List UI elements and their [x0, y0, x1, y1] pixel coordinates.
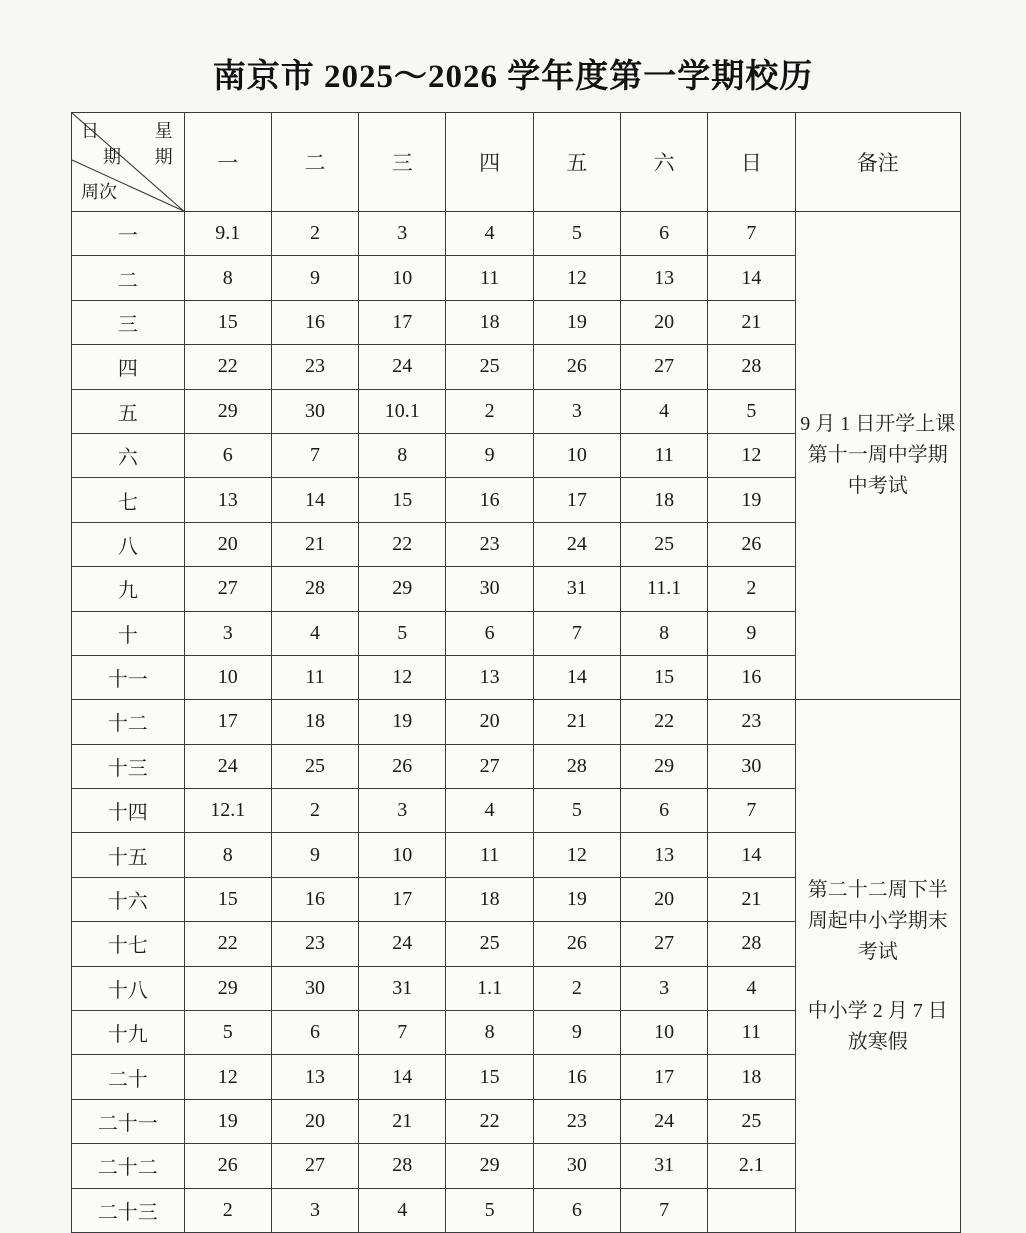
date-cell: 21	[533, 700, 620, 744]
date-cell: 3	[271, 1188, 358, 1232]
date-cell: 7	[620, 1188, 707, 1232]
date-cell: 13	[271, 1055, 358, 1099]
date-cell: 8	[359, 433, 446, 477]
date-cell: 21	[708, 300, 795, 344]
table-header	[72, 113, 961, 212]
date-cell: 28	[271, 567, 358, 611]
date-cell: 6	[271, 1011, 358, 1055]
date-cell: 26	[184, 1144, 271, 1188]
date-cell: 14	[708, 256, 795, 300]
date-cell: 8	[620, 611, 707, 655]
week-number-cell: 十	[72, 611, 185, 655]
week-number-cell: 十六	[72, 877, 185, 921]
date-cell: 10	[533, 433, 620, 477]
date-cell: 3	[533, 389, 620, 433]
weekday-header-monday: 一	[184, 113, 271, 212]
date-cell: 7	[708, 789, 795, 833]
date-cell: 29	[446, 1144, 533, 1188]
date-cell: 20	[620, 300, 707, 344]
week-number-cell: 三	[72, 300, 185, 344]
date-cell: 26	[708, 522, 795, 566]
date-cell: 12.1	[184, 789, 271, 833]
week-number-cell: 九	[72, 567, 185, 611]
page-title: 南京市 2025～2026 学年度第一学期校历	[212, 59, 814, 95]
date-cell: 20	[446, 700, 533, 744]
date-cell: 22	[620, 700, 707, 744]
date-cell: 22	[184, 345, 271, 389]
week-number-cell: 二十二	[72, 1144, 185, 1188]
date-cell: 31	[620, 1144, 707, 1188]
date-cell: 27	[446, 744, 533, 788]
weekday-header-tuesday: 二	[271, 113, 358, 212]
week-number-cell: 十七	[72, 922, 185, 966]
remark-line: 9 月 1 日开学上课	[800, 413, 956, 436]
date-cell: 6	[620, 212, 707, 256]
table-row	[72, 212, 961, 256]
date-cell: 20	[184, 522, 271, 566]
date-cell: 25	[271, 744, 358, 788]
date-cell: 8	[184, 833, 271, 877]
corner-date-char-2: 期	[103, 147, 121, 167]
date-cell: 9	[533, 1011, 620, 1055]
remark-line: 考试	[857, 940, 898, 963]
week-number-cell: 十八	[72, 966, 185, 1010]
date-cell: 1.1	[446, 966, 533, 1010]
date-cell: 15	[620, 655, 707, 699]
date-cell: 11	[271, 655, 358, 699]
date-cell: 20	[620, 877, 707, 921]
date-cell: 17	[184, 700, 271, 744]
date-cell: 9	[271, 833, 358, 877]
date-cell: 19	[533, 300, 620, 344]
weekday-header-thursday: 四	[446, 113, 533, 212]
weekday-header-saturday: 六	[620, 113, 707, 212]
date-cell	[708, 1188, 795, 1232]
date-cell: 13	[184, 478, 271, 522]
date-cell: 21	[271, 522, 358, 566]
remark-line: 放寒假	[847, 1030, 908, 1053]
date-cell: 26	[533, 922, 620, 966]
date-cell: 19	[359, 700, 446, 744]
date-cell: 17	[359, 877, 446, 921]
date-cell: 4	[359, 1188, 446, 1232]
table-body	[72, 212, 961, 1233]
date-cell: 12	[533, 833, 620, 877]
date-cell: 28	[359, 1144, 446, 1188]
date-cell: 13	[446, 655, 533, 699]
date-cell: 23	[271, 345, 358, 389]
date-cell: 17	[620, 1055, 707, 1099]
date-cell: 29	[359, 567, 446, 611]
date-cell: 24	[533, 522, 620, 566]
date-cell: 18	[446, 300, 533, 344]
date-cell: 29	[184, 966, 271, 1010]
date-cell: 5	[184, 1011, 271, 1055]
date-cell: 24	[184, 744, 271, 788]
date-cell: 2.1	[708, 1144, 795, 1188]
date-cell: 8	[446, 1011, 533, 1055]
date-cell: 30	[271, 389, 358, 433]
week-number-cell: 十二	[72, 700, 185, 744]
date-cell: 27	[620, 922, 707, 966]
date-cell: 25	[708, 1099, 795, 1143]
date-cell: 9	[271, 256, 358, 300]
remark-column-header: 备注	[795, 113, 961, 212]
date-cell: 28	[708, 345, 795, 389]
week-number-cell: 八	[72, 522, 185, 566]
date-cell: 9	[446, 433, 533, 477]
date-cell: 17	[533, 478, 620, 522]
date-cell: 16	[708, 655, 795, 699]
week-number-cell: 二十一	[72, 1099, 185, 1143]
date-cell: 6	[620, 789, 707, 833]
date-cell: 18	[708, 1055, 795, 1099]
date-cell: 30	[446, 567, 533, 611]
date-cell: 4	[620, 389, 707, 433]
week-number-cell: 二	[72, 256, 185, 300]
date-cell: 7	[359, 1011, 446, 1055]
date-cell: 4	[708, 966, 795, 1010]
weekday-header-friday: 五	[533, 113, 620, 212]
date-cell: 23	[271, 922, 358, 966]
date-cell: 10.1	[359, 389, 446, 433]
corner-week-number-label: 周次	[81, 182, 117, 202]
date-cell: 5	[533, 789, 620, 833]
table-row	[72, 700, 961, 744]
remark-line: 第十一周中学期	[807, 444, 948, 467]
remark-line: 第二十二周下半	[807, 878, 948, 901]
corner-date-char-1: 日	[81, 121, 99, 141]
date-cell: 24	[359, 922, 446, 966]
weekday-header-wednesday: 三	[359, 113, 446, 212]
date-cell: 14	[533, 655, 620, 699]
date-cell: 7	[533, 611, 620, 655]
date-cell: 2	[533, 966, 620, 1010]
date-cell: 15	[184, 877, 271, 921]
week-number-cell: 五	[72, 389, 185, 433]
date-cell: 11.1	[620, 567, 707, 611]
date-cell: 4	[446, 789, 533, 833]
date-cell: 10	[359, 256, 446, 300]
date-cell: 21	[708, 877, 795, 921]
week-number-cell: 十九	[72, 1011, 185, 1055]
date-cell: 31	[359, 966, 446, 1010]
date-cell: 19	[184, 1099, 271, 1143]
school-calendar-table	[71, 112, 961, 1233]
date-cell: 15	[359, 478, 446, 522]
date-cell: 2	[708, 567, 795, 611]
date-cell: 30	[708, 744, 795, 788]
date-cell: 25	[620, 522, 707, 566]
date-cell: 26	[533, 345, 620, 389]
date-cell: 15	[184, 300, 271, 344]
date-cell: 24	[620, 1099, 707, 1143]
date-cell: 28	[533, 744, 620, 788]
date-cell: 11	[446, 833, 533, 877]
date-cell: 25	[446, 922, 533, 966]
date-cell: 12	[533, 256, 620, 300]
date-cell: 27	[271, 1144, 358, 1188]
date-cell: 9.1	[184, 212, 271, 256]
date-cell: 22	[184, 922, 271, 966]
remark-cell	[795, 700, 961, 1233]
date-cell: 29	[184, 389, 271, 433]
date-cell: 19	[533, 877, 620, 921]
date-cell: 3	[184, 611, 271, 655]
date-cell: 15	[446, 1055, 533, 1099]
date-cell: 27	[620, 345, 707, 389]
date-cell: 3	[359, 212, 446, 256]
date-cell: 16	[533, 1055, 620, 1099]
date-cell: 6	[533, 1188, 620, 1232]
date-cell: 9	[708, 611, 795, 655]
date-cell: 24	[359, 345, 446, 389]
date-cell: 5	[446, 1188, 533, 1232]
date-cell: 10	[359, 833, 446, 877]
calendar-table-wrapper	[71, 112, 961, 1233]
date-cell: 7	[708, 212, 795, 256]
date-cell: 11	[620, 433, 707, 477]
date-cell: 4	[271, 611, 358, 655]
date-cell: 23	[533, 1099, 620, 1143]
date-cell: 4	[446, 212, 533, 256]
date-cell: 17	[359, 300, 446, 344]
date-cell: 2	[184, 1188, 271, 1232]
date-cell: 2	[446, 389, 533, 433]
date-cell: 20	[271, 1099, 358, 1143]
date-cell: 28	[708, 922, 795, 966]
week-number-cell: 二十	[72, 1055, 185, 1099]
date-cell: 2	[271, 789, 358, 833]
corner-weekday-char-1: 星	[154, 121, 173, 141]
week-number-cell: 四	[72, 345, 185, 389]
weekday-header-sunday: 日	[708, 113, 795, 212]
date-cell: 11	[446, 256, 533, 300]
date-cell: 6	[184, 433, 271, 477]
date-cell: 23	[708, 700, 795, 744]
date-cell: 11	[708, 1011, 795, 1055]
date-cell: 18	[620, 478, 707, 522]
date-cell: 8	[184, 256, 271, 300]
week-number-cell: 十三	[72, 744, 185, 788]
date-cell: 12	[708, 433, 795, 477]
remark-line: 中小学 2 月 7 日	[807, 999, 948, 1022]
date-cell: 14	[708, 833, 795, 877]
date-cell: 5	[533, 212, 620, 256]
date-cell: 3	[620, 966, 707, 1010]
week-number-cell: 十一	[72, 655, 185, 699]
header-row	[72, 113, 961, 212]
week-number-cell: 一	[72, 212, 185, 256]
date-cell: 14	[271, 478, 358, 522]
corner-weekday-char-2: 期	[154, 147, 173, 167]
date-cell: 12	[359, 655, 446, 699]
week-number-cell: 六	[72, 433, 185, 477]
date-cell: 26	[359, 744, 446, 788]
remark-line: 周起中小学期末	[807, 909, 948, 932]
week-number-cell: 二十三	[72, 1188, 185, 1232]
date-cell: 7	[271, 433, 358, 477]
date-cell: 25	[446, 345, 533, 389]
week-number-cell: 七	[72, 478, 185, 522]
date-cell: 31	[533, 567, 620, 611]
date-cell: 16	[271, 877, 358, 921]
date-cell: 5	[359, 611, 446, 655]
date-cell: 22	[359, 522, 446, 566]
date-cell: 10	[184, 655, 271, 699]
date-cell: 16	[271, 300, 358, 344]
date-cell: 30	[271, 966, 358, 1010]
corner-header-cell	[72, 113, 185, 212]
date-cell: 27	[184, 567, 271, 611]
date-cell: 3	[359, 789, 446, 833]
date-cell: 18	[271, 700, 358, 744]
date-cell: 6	[446, 611, 533, 655]
date-cell: 12	[184, 1055, 271, 1099]
date-cell: 23	[446, 522, 533, 566]
date-cell: 13	[620, 833, 707, 877]
date-cell: 18	[446, 877, 533, 921]
date-cell: 30	[533, 1144, 620, 1188]
week-number-cell: 十四	[72, 789, 185, 833]
remark-line: 中考试	[847, 475, 908, 498]
date-cell: 13	[620, 256, 707, 300]
remark-cell	[795, 212, 961, 700]
date-cell: 22	[446, 1099, 533, 1143]
date-cell: 19	[708, 478, 795, 522]
date-cell: 14	[359, 1055, 446, 1099]
date-cell: 21	[359, 1099, 446, 1143]
date-cell: 16	[446, 478, 533, 522]
date-cell: 29	[620, 744, 707, 788]
date-cell: 5	[708, 389, 795, 433]
week-number-cell: 十五	[72, 833, 185, 877]
date-cell: 10	[620, 1011, 707, 1055]
date-cell: 2	[271, 212, 358, 256]
